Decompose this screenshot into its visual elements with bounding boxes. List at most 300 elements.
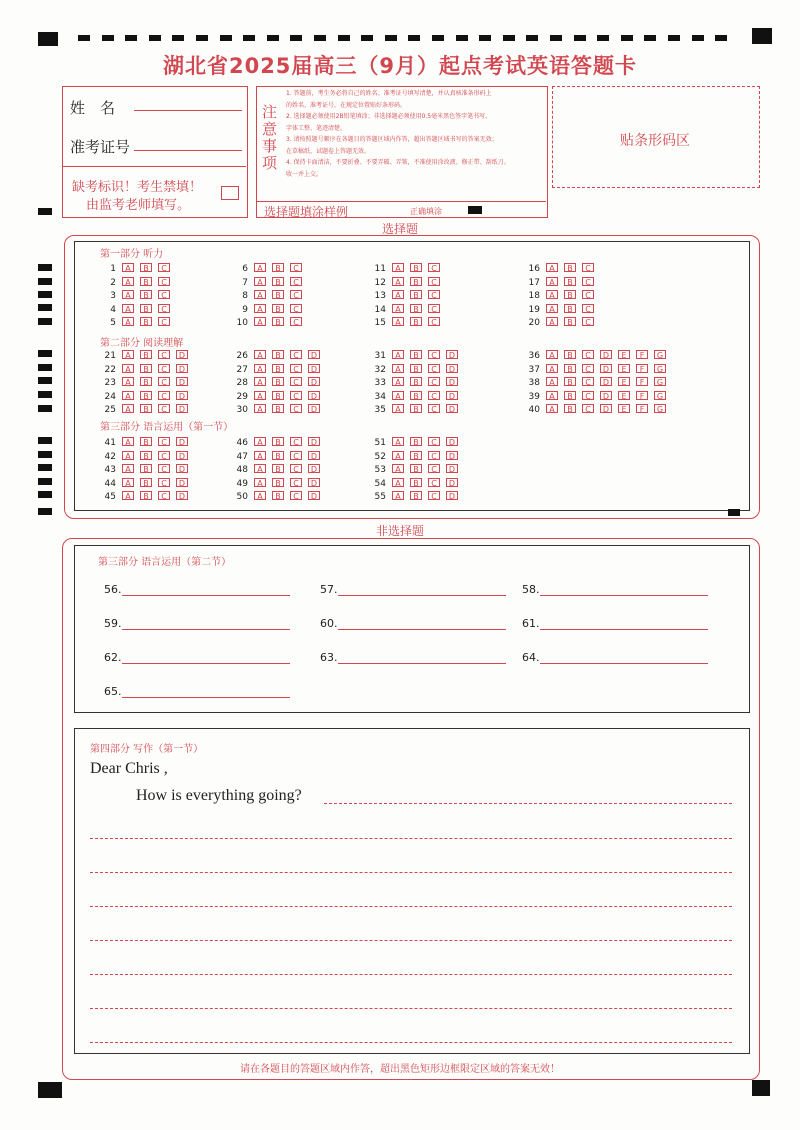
timing-mark <box>526 35 538 41</box>
answer-bubble[interactable]: A <box>254 391 266 400</box>
answer-bubble[interactable]: B <box>140 290 152 299</box>
question-number: 21 <box>104 351 116 361</box>
answer-bubble[interactable]: A <box>254 317 266 326</box>
answer-bubble[interactable]: C <box>290 317 302 326</box>
writing-first-line: How is everything going? <box>136 787 302 804</box>
answer-bubble[interactable]: C <box>428 263 440 272</box>
writing-line[interactable] <box>90 974 732 975</box>
answer-bubble[interactable]: C <box>290 437 302 446</box>
question-number: 39 <box>528 391 540 402</box>
timing-mark <box>621 35 633 41</box>
answer-bubble[interactable]: B <box>272 451 284 460</box>
answer-bubble[interactable]: D <box>308 451 320 460</box>
answer-bubble[interactable]: D <box>308 377 320 386</box>
timing-mark <box>196 35 208 41</box>
answer-bubble[interactable]: D <box>600 377 612 386</box>
question-row <box>230 478 326 490</box>
answer-bubble[interactable]: A <box>254 304 266 313</box>
answer-bubble[interactable]: B <box>564 317 576 326</box>
timing-mark <box>574 35 586 41</box>
answer-bubble[interactable]: D <box>176 451 188 460</box>
answer-bubble[interactable]: A <box>122 263 134 272</box>
answer-bubble[interactable]: B <box>410 391 422 400</box>
barcode-label: 贴条形码区 <box>620 133 690 149</box>
answer-bubble[interactable]: C <box>582 350 594 359</box>
answer-bubble[interactable]: C <box>158 464 170 473</box>
answer-bubble[interactable]: A <box>254 377 266 386</box>
answer-bubble[interactable]: B <box>564 364 576 373</box>
answer-bubble[interactable]: D <box>176 437 188 446</box>
answer-bubble[interactable]: C <box>158 491 170 500</box>
question-row <box>368 451 464 463</box>
answer-bubble[interactable]: D <box>446 377 458 386</box>
question-row <box>368 263 446 275</box>
answer-bubble[interactable]: C <box>158 437 170 446</box>
timing-mark <box>479 35 491 41</box>
answer-bubble[interactable]: B <box>272 377 284 386</box>
answer-bubble[interactable]: B <box>140 391 152 400</box>
answer-bubble[interactable]: B <box>140 364 152 373</box>
answer-bubble[interactable]: D <box>308 491 320 500</box>
answer-bubble[interactable]: D <box>176 478 188 487</box>
answer-bubble[interactable]: C <box>290 304 302 313</box>
answer-bubble[interactable]: C <box>582 290 594 299</box>
answer-bubble[interactable]: C <box>428 451 440 460</box>
answer-bubble[interactable]: G <box>654 391 666 400</box>
answer-bubble[interactable]: D <box>176 404 188 413</box>
fill-line[interactable] <box>540 595 708 596</box>
answer-bubble[interactable]: D <box>176 350 188 359</box>
fill-line[interactable] <box>122 629 290 630</box>
part-listening: 第一部分 听力 <box>100 249 164 260</box>
question-number: 42 <box>104 451 116 462</box>
answer-bubble[interactable]: C <box>290 491 302 500</box>
answer-bubble[interactable]: F <box>636 364 648 373</box>
question-row <box>98 404 194 416</box>
answer-bubble[interactable]: A <box>254 464 266 473</box>
answer-bubble[interactable]: B <box>410 478 422 487</box>
mc-section-title: 选择题 <box>381 222 418 236</box>
answer-bubble[interactable]: A <box>392 478 404 487</box>
answer-bubble[interactable]: A <box>392 290 404 299</box>
question-number: 12 <box>374 277 386 288</box>
answer-bubble[interactable]: A <box>122 364 134 373</box>
answer-bubble[interactable]: C <box>158 377 170 386</box>
notice-item: 的姓名、准考证号，在规定位置贴好条形码。 <box>286 101 407 109</box>
answer-bubble[interactable]: C <box>158 451 170 460</box>
answer-bubble[interactable]: E <box>618 404 630 413</box>
answer-bubble[interactable]: A <box>122 290 134 299</box>
answer-bubble[interactable]: A <box>392 317 404 326</box>
question-number: 4 <box>110 304 116 315</box>
answer-bubble[interactable]: D <box>308 464 320 473</box>
answer-bubble[interactable]: A <box>122 377 134 386</box>
answer-bubble[interactable]: A <box>546 404 558 413</box>
answer-bubble[interactable]: D <box>176 391 188 400</box>
timing-mark <box>550 35 562 41</box>
answer-bubble[interactable]: C <box>290 290 302 299</box>
answer-bubble[interactable]: C <box>158 304 170 313</box>
question-number: 43 <box>104 465 116 475</box>
answer-bubble[interactable]: C <box>158 391 170 400</box>
answer-bubble[interactable]: A <box>254 290 266 299</box>
question-number: 30 <box>236 405 248 415</box>
fill-line[interactable] <box>338 663 506 664</box>
timing-mark <box>290 35 302 41</box>
writing-line[interactable] <box>90 838 732 839</box>
absent-checkbox[interactable] <box>221 186 239 200</box>
answer-bubble[interactable]: C <box>158 277 170 286</box>
answer-bubble[interactable]: B <box>272 263 284 272</box>
answer-bubble[interactable]: D <box>600 404 612 413</box>
id-label: 准考证号 <box>70 138 131 156</box>
answer-bubble[interactable]: B <box>410 491 422 500</box>
answer-bubble[interactable]: C <box>428 437 440 446</box>
answer-bubble[interactable]: A <box>254 263 266 272</box>
answer-bubble[interactable]: B <box>140 377 152 386</box>
answer-bubble[interactable]: B <box>272 491 284 500</box>
answer-bubble[interactable]: C <box>428 464 440 473</box>
notice-item: 1. 答题前，考生务必将自己的姓名、准考证号填写清楚，并认真核准条形码上 <box>286 90 492 97</box>
answer-bubble[interactable]: C <box>158 478 170 487</box>
answer-bubble[interactable]: C <box>582 364 594 373</box>
answer-bubble[interactable]: A <box>392 263 404 272</box>
answer-bubble[interactable]: A <box>546 263 558 272</box>
answer-bubble[interactable]: A <box>392 404 404 413</box>
fill-number: 57. <box>320 583 338 596</box>
question-row <box>368 350 464 362</box>
fill-number: 61. <box>522 617 540 630</box>
answer-bubble[interactable]: C <box>428 277 440 286</box>
answer-bubble[interactable]: B <box>272 317 284 326</box>
answer-bubble[interactable]: B <box>564 404 576 413</box>
question-number: 55 <box>374 492 386 502</box>
answer-bubble[interactable]: C <box>290 391 302 400</box>
fill-line[interactable] <box>122 595 290 596</box>
answer-bubble[interactable]: C <box>158 290 170 299</box>
fill-line[interactable] <box>122 663 290 664</box>
notice-item: 字体工整、笔迹清楚。 <box>286 124 347 132</box>
answer-bubble[interactable]: B <box>272 404 284 413</box>
answer-bubble[interactable]: B <box>140 491 152 500</box>
answer-bubble[interactable]: B <box>410 290 422 299</box>
answer-bubble[interactable]: C <box>582 377 594 386</box>
question-number: 46 <box>236 438 248 448</box>
question-number: 53 <box>374 465 386 475</box>
answer-bubble[interactable]: B <box>140 350 152 359</box>
answer-bubble[interactable]: A <box>392 364 404 373</box>
answer-bubble[interactable]: A <box>254 478 266 487</box>
answer-bubble[interactable]: C <box>428 404 440 413</box>
answer-bubble[interactable]: C <box>290 350 302 359</box>
answer-bubble[interactable]: B <box>410 277 422 286</box>
answer-bubble[interactable]: D <box>308 391 320 400</box>
answer-bubble[interactable]: C <box>428 377 440 386</box>
timing-mark <box>338 35 350 41</box>
answer-bubble[interactable]: C <box>428 350 440 359</box>
question-number: 6 <box>242 264 248 274</box>
answer-bubble[interactable]: C <box>582 317 594 326</box>
answer-bubble[interactable]: B <box>272 350 284 359</box>
answer-bubble[interactable]: C <box>428 478 440 487</box>
answer-bubble[interactable]: E <box>618 391 630 400</box>
answer-bubble[interactable]: C <box>428 364 440 373</box>
answer-bubble[interactable]: B <box>272 277 284 286</box>
answer-bubble[interactable]: G <box>654 404 666 413</box>
writing-line[interactable] <box>324 803 732 804</box>
answer-bubble[interactable]: D <box>308 364 320 373</box>
fill-line[interactable] <box>338 629 506 630</box>
answer-bubble[interactable]: A <box>392 377 404 386</box>
timing-mark <box>38 304 52 311</box>
answer-bubble[interactable]: A <box>254 451 266 460</box>
writing-line[interactable] <box>90 872 732 873</box>
question-number: 14 <box>374 304 386 315</box>
answer-bubble[interactable]: C <box>290 404 302 413</box>
question-number: 23 <box>104 378 116 388</box>
answer-bubble[interactable]: F <box>636 377 648 386</box>
answer-bubble[interactable]: A <box>546 377 558 386</box>
answer-bubble[interactable]: B <box>410 451 422 460</box>
question-row <box>368 404 464 416</box>
answer-bubble[interactable]: B <box>272 304 284 313</box>
question-row <box>98 350 194 362</box>
question-row <box>522 404 672 416</box>
answer-bubble[interactable]: C <box>290 277 302 286</box>
answer-bubble[interactable]: B <box>140 317 152 326</box>
answer-bubble[interactable]: C <box>428 317 440 326</box>
fill-line[interactable] <box>122 697 290 698</box>
answer-bubble[interactable]: C <box>290 377 302 386</box>
answer-bubble[interactable]: D <box>308 350 320 359</box>
writing-line[interactable] <box>90 906 732 907</box>
fill-line[interactable] <box>540 629 708 630</box>
answer-bubble[interactable]: A <box>392 464 404 473</box>
answer-bubble[interactable]: A <box>122 437 134 446</box>
answer-bubble[interactable]: F <box>636 350 648 359</box>
answer-bubble[interactable]: B <box>272 364 284 373</box>
answer-bubble[interactable]: B <box>564 391 576 400</box>
answer-bubble[interactable]: B <box>272 464 284 473</box>
question-number: 48 <box>236 465 248 475</box>
answer-bubble[interactable]: B <box>410 304 422 313</box>
answer-bubble[interactable]: B <box>410 404 422 413</box>
answer-bubble[interactable]: C <box>290 451 302 460</box>
answer-bubble[interactable]: A <box>254 491 266 500</box>
writing-line[interactable] <box>90 940 732 941</box>
answer-bubble[interactable]: D <box>176 464 188 473</box>
answer-bubble[interactable]: D <box>600 364 612 373</box>
answer-bubble[interactable]: B <box>410 350 422 359</box>
answer-bubble[interactable]: B <box>140 277 152 286</box>
answer-bubble[interactable]: D <box>446 478 458 487</box>
answer-bubble[interactable]: A <box>546 290 558 299</box>
answer-bubble[interactable]: B <box>410 464 422 473</box>
answer-bubble[interactable]: D <box>446 491 458 500</box>
writing-line[interactable] <box>90 1008 732 1009</box>
answer-bubble[interactable]: B <box>272 391 284 400</box>
answer-bubble[interactable]: E <box>618 377 630 386</box>
question-row <box>368 437 464 449</box>
answer-bubble[interactable]: B <box>140 464 152 473</box>
answer-bubble[interactable]: A <box>392 304 404 313</box>
answer-bubble[interactable]: B <box>140 437 152 446</box>
answer-bubble[interactable]: A <box>546 350 558 359</box>
question-number: 45 <box>104 492 116 502</box>
notice-item: 3. 请按照题号顺序在各题目的答题区域内作答，超出答题区域书写的答案无效； <box>286 136 498 143</box>
answer-bubble[interactable]: C <box>290 478 302 487</box>
sample-label: 选择题填涂样例 <box>264 205 349 219</box>
answer-bubble[interactable]: B <box>410 364 422 373</box>
answer-bubble[interactable]: D <box>446 391 458 400</box>
answer-bubble[interactable]: A <box>546 277 558 286</box>
timing-mark <box>38 350 52 357</box>
answer-bubble[interactable]: A <box>122 304 134 313</box>
answer-bubble[interactable]: A <box>122 317 134 326</box>
answer-bubble[interactable]: A <box>122 464 134 473</box>
answer-bubble[interactable]: A <box>392 277 404 286</box>
answer-bubble[interactable]: A <box>122 478 134 487</box>
answer-bubble[interactable]: B <box>140 478 152 487</box>
question-row <box>230 317 308 329</box>
answer-bubble[interactable]: C <box>582 277 594 286</box>
answer-bubble[interactable]: B <box>272 437 284 446</box>
answer-bubble[interactable]: A <box>122 404 134 413</box>
answer-bubble[interactable]: A <box>254 404 266 413</box>
answer-bubble[interactable]: A <box>254 364 266 373</box>
answer-bubble[interactable]: A <box>392 491 404 500</box>
timing-mark <box>38 451 52 458</box>
question-number: 18 <box>528 291 540 301</box>
answer-bubble[interactable]: C <box>158 350 170 359</box>
answer-bubble[interactable]: A <box>254 277 266 286</box>
question-row <box>368 290 446 302</box>
name-field[interactable] <box>134 110 242 111</box>
answer-bubble[interactable]: A <box>392 437 404 446</box>
id-field[interactable] <box>134 150 242 151</box>
writing-line[interactable] <box>90 1042 732 1043</box>
question-number: 3 <box>110 291 116 301</box>
answer-bubble[interactable]: B <box>564 263 576 272</box>
answer-bubble[interactable]: B <box>272 478 284 487</box>
answer-bubble[interactable]: C <box>158 364 170 373</box>
answer-bubble[interactable]: C <box>428 491 440 500</box>
answer-bubble[interactable]: D <box>176 491 188 500</box>
answer-bubble[interactable]: C <box>582 391 594 400</box>
timing-mark <box>125 35 137 41</box>
answer-bubble[interactable]: G <box>654 377 666 386</box>
answer-bubble[interactable]: B <box>410 317 422 326</box>
answer-bubble[interactable]: F <box>636 391 648 400</box>
answer-bubble[interactable]: E <box>618 350 630 359</box>
answer-bubble[interactable]: E <box>618 364 630 373</box>
answer-bubble[interactable]: D <box>446 350 458 359</box>
answer-bubble[interactable]: C <box>290 263 302 272</box>
answer-bubble[interactable]: C <box>582 304 594 313</box>
answer-bubble[interactable]: C <box>290 464 302 473</box>
answer-bubble[interactable]: D <box>446 437 458 446</box>
answer-bubble[interactable]: A <box>254 437 266 446</box>
answer-bubble[interactable]: B <box>272 290 284 299</box>
question-number: 47 <box>236 451 248 462</box>
answer-bubble[interactable]: C <box>428 391 440 400</box>
fill-line[interactable] <box>540 663 708 664</box>
question-number: 11 <box>374 264 386 274</box>
answer-bubble[interactable]: A <box>546 391 558 400</box>
answer-bubble[interactable]: D <box>446 404 458 413</box>
answer-bubble[interactable]: G <box>654 364 666 373</box>
answer-bubble[interactable]: A <box>122 391 134 400</box>
answer-bubble[interactable]: C <box>428 304 440 313</box>
answer-bubble[interactable]: C <box>582 404 594 413</box>
answer-bubble[interactable]: B <box>410 437 422 446</box>
question-row <box>368 277 446 289</box>
answer-bubble[interactable]: A <box>122 277 134 286</box>
answer-bubble[interactable]: A <box>392 451 404 460</box>
answer-bubble[interactable]: A <box>122 491 134 500</box>
notice-item: 收一并上交。 <box>286 170 323 178</box>
answer-bubble[interactable]: D <box>446 464 458 473</box>
answer-bubble[interactable]: D <box>446 364 458 373</box>
answer-bubble[interactable]: D <box>308 404 320 413</box>
answer-bubble[interactable]: F <box>636 404 648 413</box>
answer-bubble[interactable]: A <box>122 451 134 460</box>
question-row <box>98 377 194 389</box>
answer-bubble[interactable]: A <box>122 350 134 359</box>
answer-bubble[interactable]: C <box>158 317 170 326</box>
answer-bubble[interactable]: D <box>446 451 458 460</box>
answer-bubble[interactable]: B <box>564 290 576 299</box>
answer-bubble[interactable]: B <box>564 350 576 359</box>
nonmc-section-title: 非选择题 <box>375 524 424 538</box>
answer-bubble[interactable]: B <box>564 304 576 313</box>
answer-bubble[interactable]: D <box>176 364 188 373</box>
question-row <box>230 464 326 476</box>
answer-bubble[interactable]: B <box>140 404 152 413</box>
answer-bubble[interactable]: B <box>140 263 152 272</box>
answer-bubble[interactable]: D <box>308 478 320 487</box>
timing-mark <box>644 35 656 41</box>
answer-bubble[interactable]: G <box>654 350 666 359</box>
fill-line[interactable] <box>338 595 506 596</box>
answer-bubble[interactable]: B <box>140 451 152 460</box>
answer-bubble[interactable]: C <box>582 263 594 272</box>
answer-bubble[interactable]: A <box>392 391 404 400</box>
answer-bubble[interactable]: D <box>176 377 188 386</box>
answer-bubble[interactable]: D <box>600 391 612 400</box>
timing-mark <box>38 1082 62 1098</box>
answer-bubble[interactable]: A <box>546 364 558 373</box>
answer-bubble[interactable]: B <box>410 377 422 386</box>
answer-bubble[interactable]: D <box>600 350 612 359</box>
answer-bubble[interactable]: A <box>392 350 404 359</box>
answer-bubble[interactable]: A <box>546 317 558 326</box>
answer-bubble[interactable]: B <box>564 377 576 386</box>
answer-bubble[interactable]: D <box>308 437 320 446</box>
answer-bubble[interactable]: A <box>254 350 266 359</box>
question-row <box>98 437 194 449</box>
timing-mark <box>597 35 609 41</box>
answer-bubble[interactable]: A <box>546 304 558 313</box>
answer-bubble[interactable]: C <box>158 404 170 413</box>
answer-bubble[interactable]: B <box>410 263 422 272</box>
question-number: 37 <box>528 364 540 375</box>
answer-bubble[interactable]: C <box>158 263 170 272</box>
answer-bubble[interactable]: B <box>140 304 152 313</box>
answer-bubble[interactable]: B <box>564 277 576 286</box>
answer-bubble[interactable]: C <box>290 364 302 373</box>
answer-bubble[interactable]: C <box>428 290 440 299</box>
